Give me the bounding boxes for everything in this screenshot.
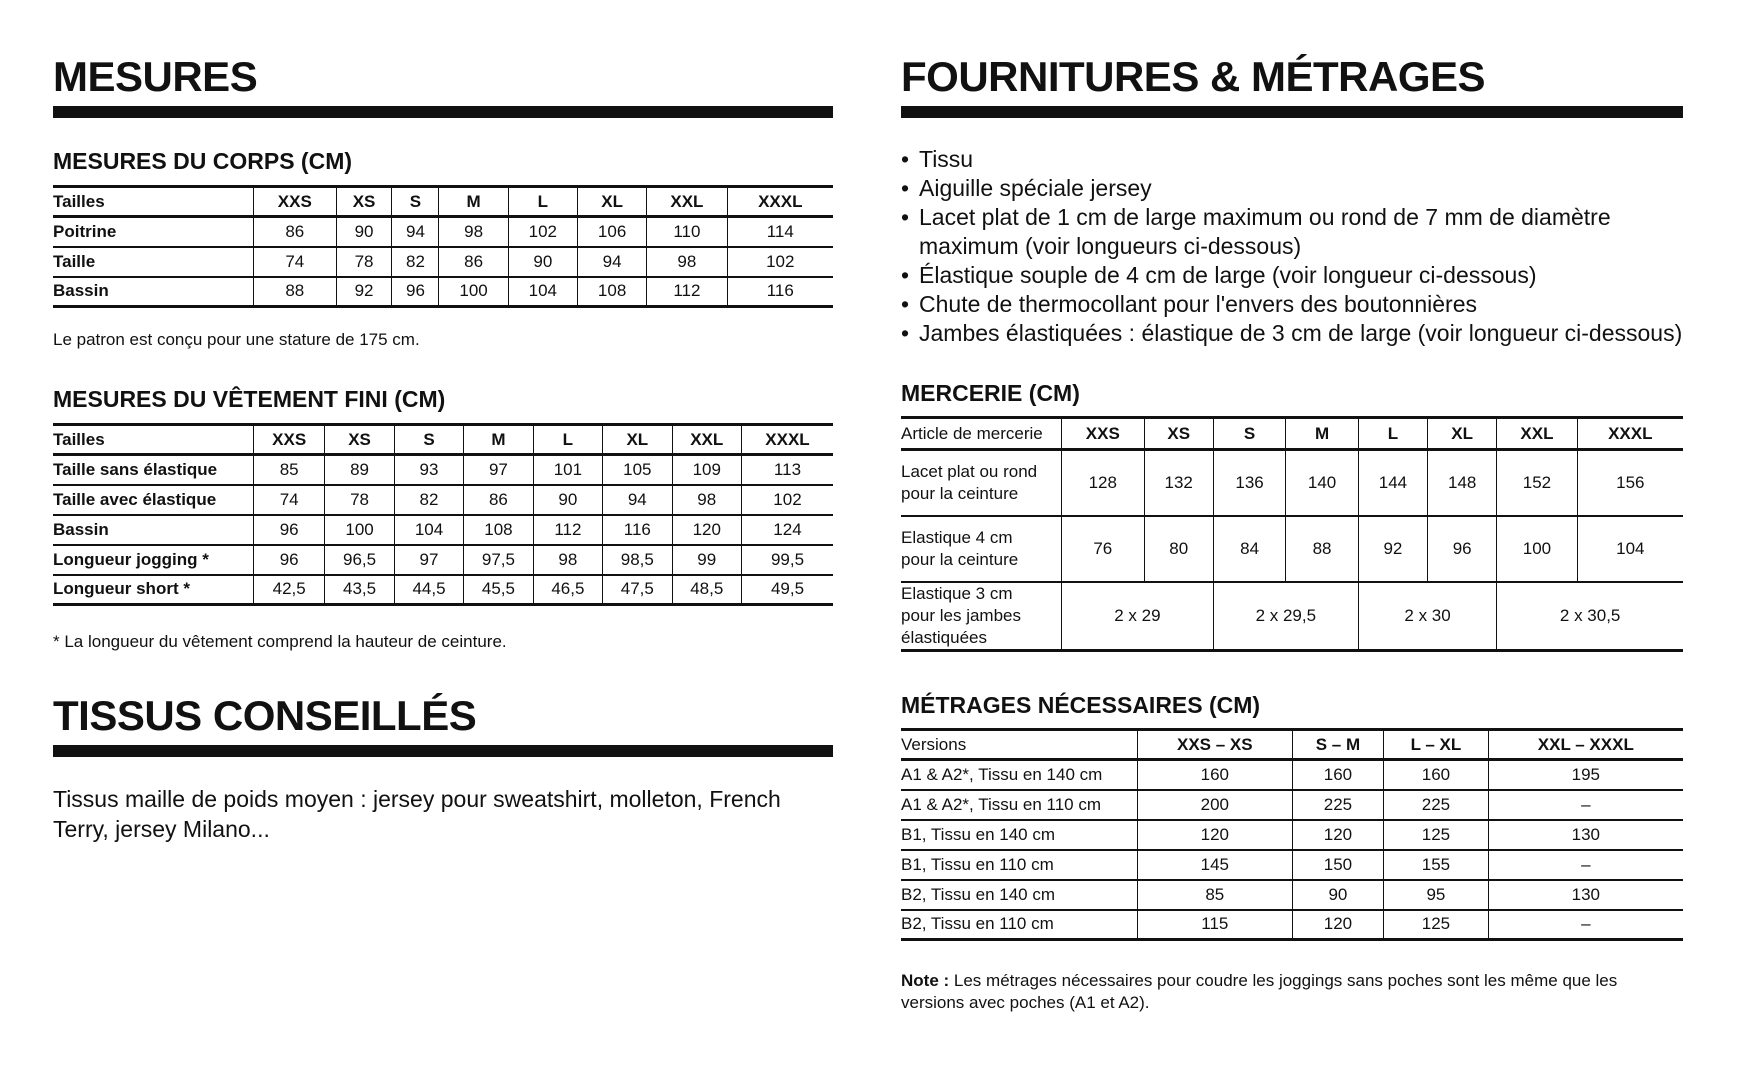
table-header-cell: S – M [1292, 730, 1384, 760]
fini-title: MESURES DU VÊTEMENT FINI (CM) [53, 386, 446, 412]
table-header-cell: Article de mercerie [901, 423, 1043, 443]
table-cell: 110 [647, 217, 727, 247]
fournitures-item: • Aiguille spéciale jersey [901, 174, 1683, 203]
table-cell: 102 [508, 217, 577, 247]
table-cell: 108 [464, 515, 533, 545]
table-header-row [53, 187, 833, 217]
table-cell: 152 [1497, 450, 1577, 516]
table-cell: 95 [1384, 880, 1488, 910]
row-label-line: Lacet plat ou rond [901, 461, 1038, 481]
row-label-line: Elastique 4 cm [901, 527, 1013, 547]
table-cell: 120 [672, 515, 741, 545]
table-header-cell: M [1286, 418, 1358, 450]
table-header-row [901, 730, 1683, 760]
table-cell: 144 [1358, 450, 1427, 516]
table-cell: 102 [741, 485, 833, 515]
row-label-line: pour les jambes [901, 605, 1022, 625]
table-header-cell: XXXL [741, 425, 833, 455]
table-cell: 195 [1488, 760, 1683, 790]
table-cell: 2 x 29,5 [1213, 582, 1358, 651]
table-row [901, 910, 1683, 940]
table-cell: 88 [254, 277, 337, 307]
table-cell: 82 [392, 247, 439, 277]
table-row-label: Bassin [53, 281, 109, 301]
table-cell: 90 [508, 247, 577, 277]
table-header-cell: XL [603, 425, 672, 455]
table-header-cell: XXL [1497, 418, 1577, 450]
table-cell: – [1488, 910, 1683, 940]
fournitures-rule [901, 106, 1683, 118]
fournitures-list [901, 145, 1683, 348]
table-row [53, 515, 833, 545]
table-cell: 90 [336, 217, 392, 247]
table-cell: 150 [1292, 850, 1384, 880]
table-row [901, 450, 1683, 516]
table-row-label: A1 & A2*, Tissu en 110 cm [901, 794, 1102, 814]
table-cell: 96 [254, 515, 325, 545]
table-cell: 128 [1062, 450, 1145, 516]
tissus-rule [53, 745, 833, 757]
table-header-cell: S [394, 425, 463, 455]
table-cell: 97 [394, 545, 463, 575]
table-row-label: B2, Tissu en 140 cm [901, 884, 1056, 904]
table-cell: 136 [1213, 450, 1285, 516]
table-cell: 125 [1384, 910, 1488, 940]
table-cell: 155 [1384, 850, 1488, 880]
table-cell: 98 [672, 485, 741, 515]
table-cell: 85 [254, 455, 325, 485]
table-cell: 156 [1577, 450, 1683, 516]
mesures-rule [53, 106, 833, 118]
table-header-cell: XS [1144, 418, 1213, 450]
table-cell: 2 x 30,5 [1497, 582, 1683, 651]
table-header-row [901, 418, 1683, 450]
table-cell: 125 [1384, 820, 1488, 850]
table-cell: 86 [464, 485, 533, 515]
metrages-table [901, 728, 1683, 941]
table-row [53, 277, 833, 307]
table-cell: 114 [727, 217, 833, 247]
table-cell: 84 [1213, 516, 1285, 582]
table-cell: 82 [394, 485, 463, 515]
table-row-label: Taille [53, 251, 96, 271]
row-label-line: élastiquées [901, 627, 988, 647]
table-cell: 112 [647, 277, 727, 307]
table-header-cell: XXS [254, 187, 337, 217]
table-cell: 225 [1292, 790, 1384, 820]
table-cell: 160 [1384, 760, 1488, 790]
table-cell: 145 [1138, 850, 1293, 880]
table-cell: 96 [1428, 516, 1497, 582]
table-cell: 98,5 [603, 545, 672, 575]
table-cell: 106 [577, 217, 646, 247]
table-row [901, 582, 1683, 651]
table-cell: 98 [647, 247, 727, 277]
table-header-cell: L [508, 187, 577, 217]
table-row-label: B1, Tissu en 140 cm [901, 824, 1056, 844]
fournitures-item: • Élastique souple de 4 cm de large (voir longueur ci-dessous) [901, 261, 1683, 290]
table-cell: 76 [1062, 516, 1145, 582]
table-row [901, 850, 1683, 880]
table-header-cell: XXL – XXXL [1488, 730, 1683, 760]
table-row-label: Longueur jogging * [53, 549, 209, 569]
table-row-label: A1 & A2*, Tissu en 140 cm [901, 764, 1103, 784]
tissus-text: Tissus maille de poids moyen : jersey pour sweatshirt, molleton, French Terry, jersey Milano... [53, 786, 781, 842]
mercerie-table [901, 416, 1683, 652]
table-row-label: Bassin [53, 519, 109, 539]
fournitures-item: • Lacet plat de 1 cm de large maximum ou rond de 7 mm de diamètre maximum (voir longueurs ci-dessous) [901, 203, 1683, 261]
table-cell: 200 [1138, 790, 1293, 820]
mercerie-title: MERCERIE (CM) [901, 380, 1080, 406]
row-label-line: pour la ceinture [901, 483, 1019, 503]
table-cell: 85 [1138, 880, 1293, 910]
table-cell: – [1488, 850, 1683, 880]
table-cell: 99,5 [741, 545, 833, 575]
table-cell: 96 [254, 545, 325, 575]
table-cell: 2 x 30 [1358, 582, 1497, 651]
table-header-row [53, 425, 833, 455]
row-label-line: Elastique 3 cm [901, 583, 1013, 603]
table-header-cell: XXL [672, 425, 741, 455]
metrages-note [901, 970, 1681, 1014]
table-cell: 94 [577, 247, 646, 277]
table-cell: 108 [577, 277, 646, 307]
table-row-label [901, 582, 1062, 651]
table-cell: 132 [1144, 450, 1213, 516]
table-cell: 90 [1292, 880, 1384, 910]
table-row [901, 760, 1683, 790]
table-cell: 86 [439, 247, 508, 277]
table-cell: 45,5 [464, 575, 533, 605]
table-cell: – [1488, 790, 1683, 820]
table-cell: 47,5 [603, 575, 672, 605]
fournitures-title: FOURNITURES & MÉTRAGES [901, 53, 1486, 100]
table-cell: 109 [672, 455, 741, 485]
table-cell: 140 [1286, 450, 1358, 516]
table-cell: 2 x 29 [1062, 582, 1214, 651]
corps-note: Le patron est conçu pour une stature de 175 cm. [53, 330, 420, 349]
table-row-label [901, 516, 1062, 582]
table-header-cell: XS [336, 187, 392, 217]
note-label: Note : [901, 971, 950, 990]
table-cell: 100 [325, 515, 394, 545]
table-cell: 225 [1384, 790, 1488, 820]
table-row-label [901, 450, 1062, 516]
table-cell: 93 [394, 455, 463, 485]
table-cell: 104 [1577, 516, 1683, 582]
table-cell: 89 [325, 455, 394, 485]
note-text: Les métrages nécessaires pour coudre les joggings sans poches sont les même que les versions avec poches (A1 et A2). [901, 971, 1618, 1012]
table-cell: 99 [672, 545, 741, 575]
table-row-label: Longueur short * [53, 579, 190, 599]
table-cell: 116 [603, 515, 672, 545]
table-row [53, 575, 833, 605]
table-cell: 44,5 [394, 575, 463, 605]
table-cell: 116 [727, 277, 833, 307]
table-cell: 97,5 [464, 545, 533, 575]
table-cell: 78 [336, 247, 392, 277]
table-header-cell: Tailles [53, 429, 105, 449]
table-header-cell: XXS – XS [1138, 730, 1293, 760]
table-cell: 48,5 [672, 575, 741, 605]
table-header-cell: S [392, 187, 439, 217]
corps-title: MESURES DU CORPS (CM) [53, 148, 353, 174]
table-cell: 130 [1488, 820, 1683, 850]
table-cell: 97 [464, 455, 533, 485]
table-cell: 43,5 [325, 575, 394, 605]
table-row [901, 820, 1683, 850]
table-cell: 94 [603, 485, 672, 515]
fini-table [53, 423, 833, 606]
fournitures-item: • Tissu [901, 145, 1683, 174]
table-cell: 92 [336, 277, 392, 307]
fini-note: * La longueur du vêtement comprend la hauteur de ceinture. [53, 632, 507, 651]
fournitures-item: • Chute de thermocollant pour l'envers des boutonnières [901, 290, 1683, 319]
table-cell: 120 [1292, 910, 1384, 940]
table-header-cell: Tailles [53, 191, 105, 211]
table-header-cell: XS [325, 425, 394, 455]
table-cell: 101 [533, 455, 602, 485]
table-cell: 46,5 [533, 575, 602, 605]
table-header-cell: M [439, 187, 508, 217]
table-row-label: B2, Tissu en 110 cm [901, 914, 1054, 934]
table-cell: 120 [1138, 820, 1293, 850]
table-cell: 96 [392, 277, 439, 307]
table-row [901, 790, 1683, 820]
table-row-label: B1, Tissu en 110 cm [901, 854, 1054, 874]
table-row [53, 485, 833, 515]
table-header-cell: XXS [1062, 418, 1145, 450]
table-header-cell: XXS [254, 425, 325, 455]
table-cell: 92 [1358, 516, 1427, 582]
table-cell: 160 [1292, 760, 1384, 790]
table-cell: 120 [1292, 820, 1384, 850]
table-cell: 100 [439, 277, 508, 307]
table-row [53, 217, 833, 247]
table-header-cell: XXXL [727, 187, 833, 217]
table-cell: 105 [603, 455, 672, 485]
table-cell: 124 [741, 515, 833, 545]
table-cell: 160 [1138, 760, 1293, 790]
table-cell: 100 [1497, 516, 1577, 582]
table-row-label: Taille avec élastique [53, 489, 217, 509]
table-row [53, 247, 833, 277]
table-cell: 104 [508, 277, 577, 307]
row-label-line: pour la ceinture [901, 549, 1019, 569]
table-row [901, 516, 1683, 582]
table-cell: 113 [741, 455, 833, 485]
table-header-cell: L – XL [1384, 730, 1488, 760]
table-header-cell: XL [1428, 418, 1497, 450]
table-cell: 94 [392, 217, 439, 247]
corps-table [53, 185, 833, 308]
table-cell: 49,5 [741, 575, 833, 605]
table-header-cell: S [1213, 418, 1285, 450]
table-row-label: Taille sans élastique [53, 459, 218, 479]
table-header-cell: XL [577, 187, 646, 217]
table-header-cell: XXXL [1577, 418, 1683, 450]
table-row [901, 880, 1683, 910]
table-cell: 90 [533, 485, 602, 515]
table-header-cell: M [464, 425, 533, 455]
table-row [53, 545, 833, 575]
table-row-label: Poitrine [53, 221, 117, 241]
table-cell: 42,5 [254, 575, 325, 605]
table-cell: 74 [254, 485, 325, 515]
mesures-title: MESURES [53, 53, 258, 100]
table-row [53, 455, 833, 485]
table-cell: 148 [1428, 450, 1497, 516]
table-cell: 88 [1286, 516, 1358, 582]
fournitures-item: • Jambes élastiquées : élastique de 3 cm de large (voir longueur ci-dessous) [901, 319, 1683, 348]
table-cell: 74 [254, 247, 337, 277]
table-header-cell: Versions [901, 734, 967, 754]
table-cell: 102 [727, 247, 833, 277]
table-cell: 104 [394, 515, 463, 545]
table-cell: 130 [1488, 880, 1683, 910]
table-cell: 115 [1138, 910, 1293, 940]
table-cell: 78 [325, 485, 394, 515]
table-cell: 112 [533, 515, 602, 545]
table-cell: 96,5 [325, 545, 394, 575]
table-cell: 86 [254, 217, 337, 247]
table-header-cell: XXL [647, 187, 727, 217]
table-cell: 98 [439, 217, 508, 247]
metrages-title: MÉTRAGES NÉCESSAIRES (CM) [901, 692, 1261, 718]
tissus-title: TISSUS CONSEILLÉS [53, 692, 477, 739]
table-header-cell: L [533, 425, 602, 455]
table-cell: 98 [533, 545, 602, 575]
table-cell: 80 [1144, 516, 1213, 582]
table-header-cell: L [1358, 418, 1427, 450]
